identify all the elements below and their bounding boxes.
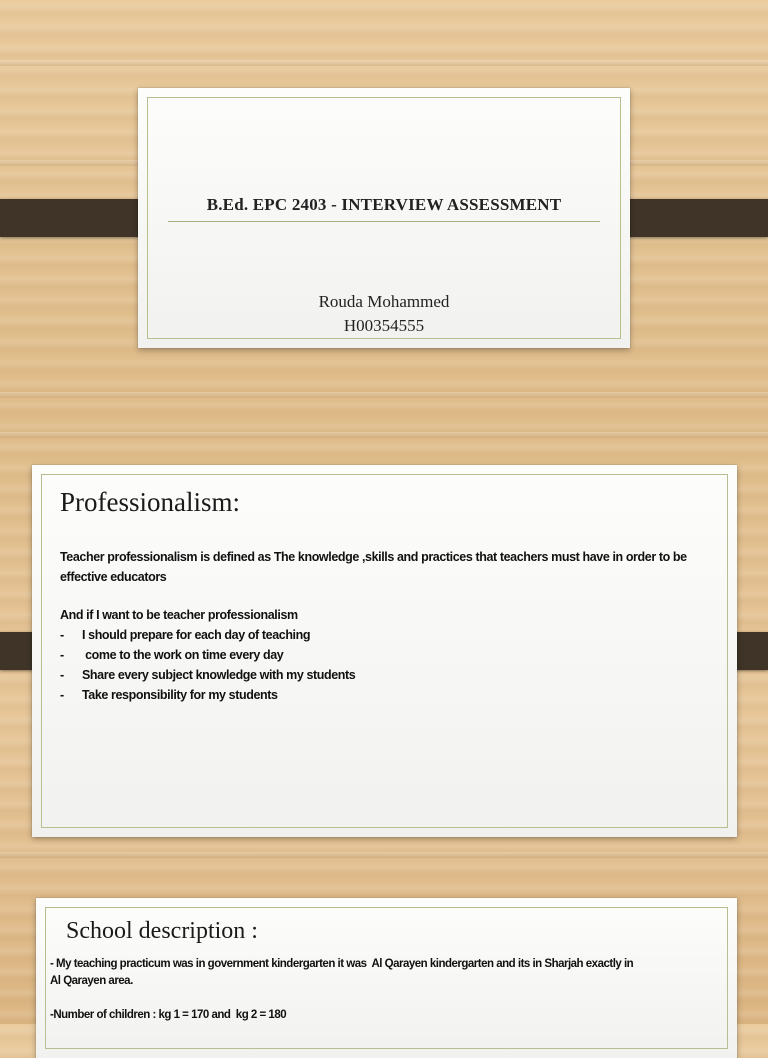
bullet-dash: -	[60, 648, 64, 662]
slide-body	[60, 547, 700, 705]
definition-line: Teacher professionalism is defined as The knowledge ,skills and practices that teachers must have in order to be	[60, 550, 687, 564]
school-description-slide[interactable]	[36, 898, 737, 1058]
wood-grain	[0, 852, 768, 858]
list-item: - come to the work on time every day	[60, 645, 700, 665]
slide-title: B.Ed. EPC 2403 - INTERVIEW ASSESSMENT	[206, 195, 562, 214]
wood-grain	[0, 432, 768, 438]
slide-tab-left	[0, 199, 156, 237]
bullet-list	[60, 625, 700, 705]
slide-body	[50, 956, 690, 1024]
title-divider	[168, 221, 600, 222]
bullet-dash: -	[60, 668, 64, 682]
author-id: H00354555	[343, 316, 425, 335]
title-slide[interactable]	[138, 88, 630, 348]
list-item: - I should prepare for each day of teaching	[60, 625, 700, 645]
body-line: -Number of children : kg 1 = 170 and kg 2 = 180	[50, 1009, 287, 1021]
body-line: Al Qarayen area.	[50, 975, 133, 987]
list-item: - Take responsibility for my students	[60, 685, 700, 705]
wood-grain	[0, 60, 768, 66]
body-line: - My teaching practicum was in government kindergarten it was Al Qarayen kindergarten and its in Sharjah exactly in	[50, 958, 634, 970]
author-block	[138, 290, 630, 338]
bullet-dash: -	[60, 688, 64, 702]
bullet-dash: -	[60, 628, 64, 642]
definition-line: effective educators	[60, 570, 167, 584]
professionalism-slide[interactable]	[32, 465, 737, 837]
slide-heading: School description :	[66, 918, 258, 944]
slide-heading: Professionalism:	[60, 487, 240, 517]
intro-line: And if I want to be teacher professionalism	[60, 608, 298, 622]
wood-grain	[0, 392, 768, 398]
list-item: - Share every subject knowledge with my students	[60, 665, 700, 685]
author-name: Rouda Mohammed	[318, 292, 450, 311]
slide-tab-right	[612, 199, 768, 237]
